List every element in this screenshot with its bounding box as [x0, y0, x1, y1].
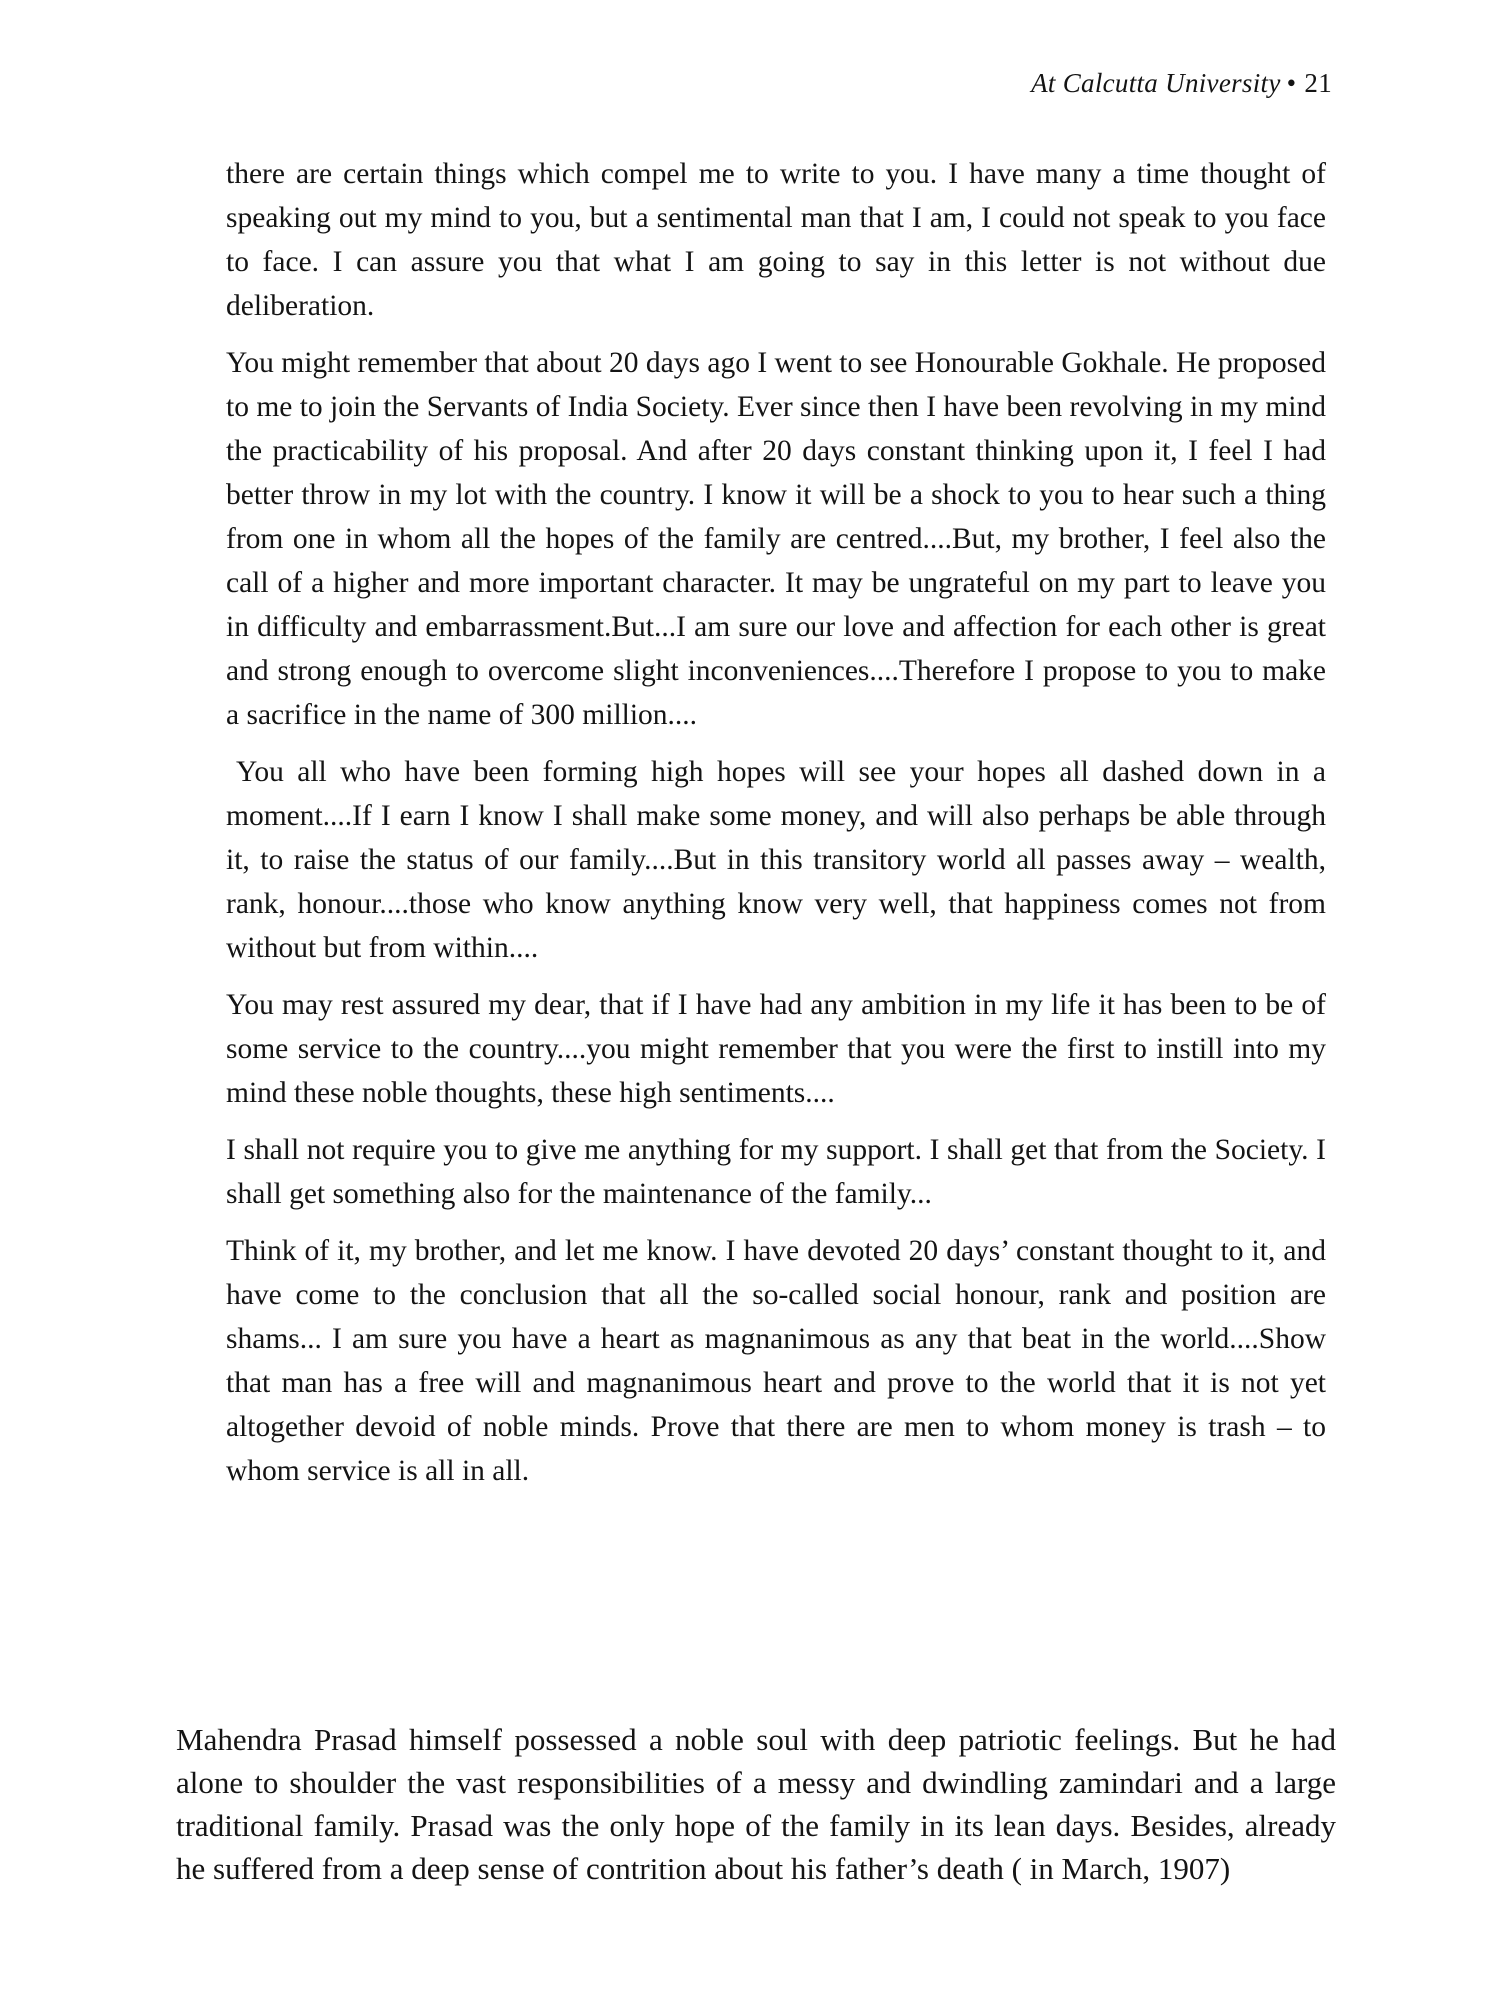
page-number: 21: [1304, 68, 1332, 98]
body-text: [176, 1718, 1336, 1890]
running-header-title: At Calcutta University: [1031, 68, 1281, 98]
bullet-separator: •: [1286, 68, 1297, 98]
letter-paragraph-4: You may rest assured my dear, that if I have had any ambition in my life it has been to be of some service to the country....you might remember that you were the first to instill into my mind these noble thoughts, these high sentiments....: [226, 989, 1326, 1109]
running-header: [1031, 68, 1332, 99]
body-paragraph: Mahendra Prasad himself possessed a noble soul with deep patriotic feelings. But he had alone to shoulder the vast responsibilities of a messy and dwindling zamindari and a large traditional family. Prasad was the only hope of the family in its lean days. Besides, already he suffered from a deep sense of contrition about his father’s death ( in March, 1907): [176, 1722, 1336, 1886]
letter-paragraph-5: I shall not require you to give me anything for my support. I shall get that from the Society. I shall get something also for the maintenance of the family...: [226, 1134, 1326, 1210]
quoted-letter: [226, 152, 1326, 1506]
letter-paragraph-2: You might remember that about 20 days ago I went to see Honourable Gokhale. He proposed to me to join the Servants of India Society. Ever since then I have been revolving in my mind the practicability of his proposal. And after 20 days constant thinking upon it, I feel I had better throw in my lot with the country. I know it will be a shock to you to hear such a thing from one in whom all the hopes of the family are centred....But, my brother, I feel also the call of a higher and more important character. It may be ungrateful on my part to leave you in difficulty and embarrassment.But...I am sure our love and affection for each other is great and strong enough to overcome slight inconveniences....Therefore I propose to you to make a sacrifice in the name of 300 million....: [226, 347, 1326, 731]
letter-paragraph-1: there are certain things which compel me to write to you. I have many a time thought of speaking out my mind to you, but a sentimental man that I am, I could not speak to you face to face. I can assure you that what I am going to say in this letter is not without due deliberation.: [226, 158, 1326, 322]
letter-paragraph-6: Think of it, my brother, and let me know. I have devoted 20 days’ constant thought to it, and have come to the conclusion that all the so-called social honour, rank and position are shams... I am sure you have a heart as magnanimous as any that beat in the world....Show that man has a free will and magnanimous heart and prove to the world that it is not yet altogether devoid of noble minds. Prove that there are men to whom money is trash – to whom service is all in all.: [226, 1235, 1326, 1487]
letter-paragraph-3: You all who have been forming high hopes will see your hopes all dashed down in a moment....If I earn I know I shall make some money, and will also perhaps be able through it, to raise the status of our family....But in this transitory world all passes away – wealth, rank, honour....those who know anything know very well, that happiness comes not from without but from within....: [226, 756, 1326, 964]
